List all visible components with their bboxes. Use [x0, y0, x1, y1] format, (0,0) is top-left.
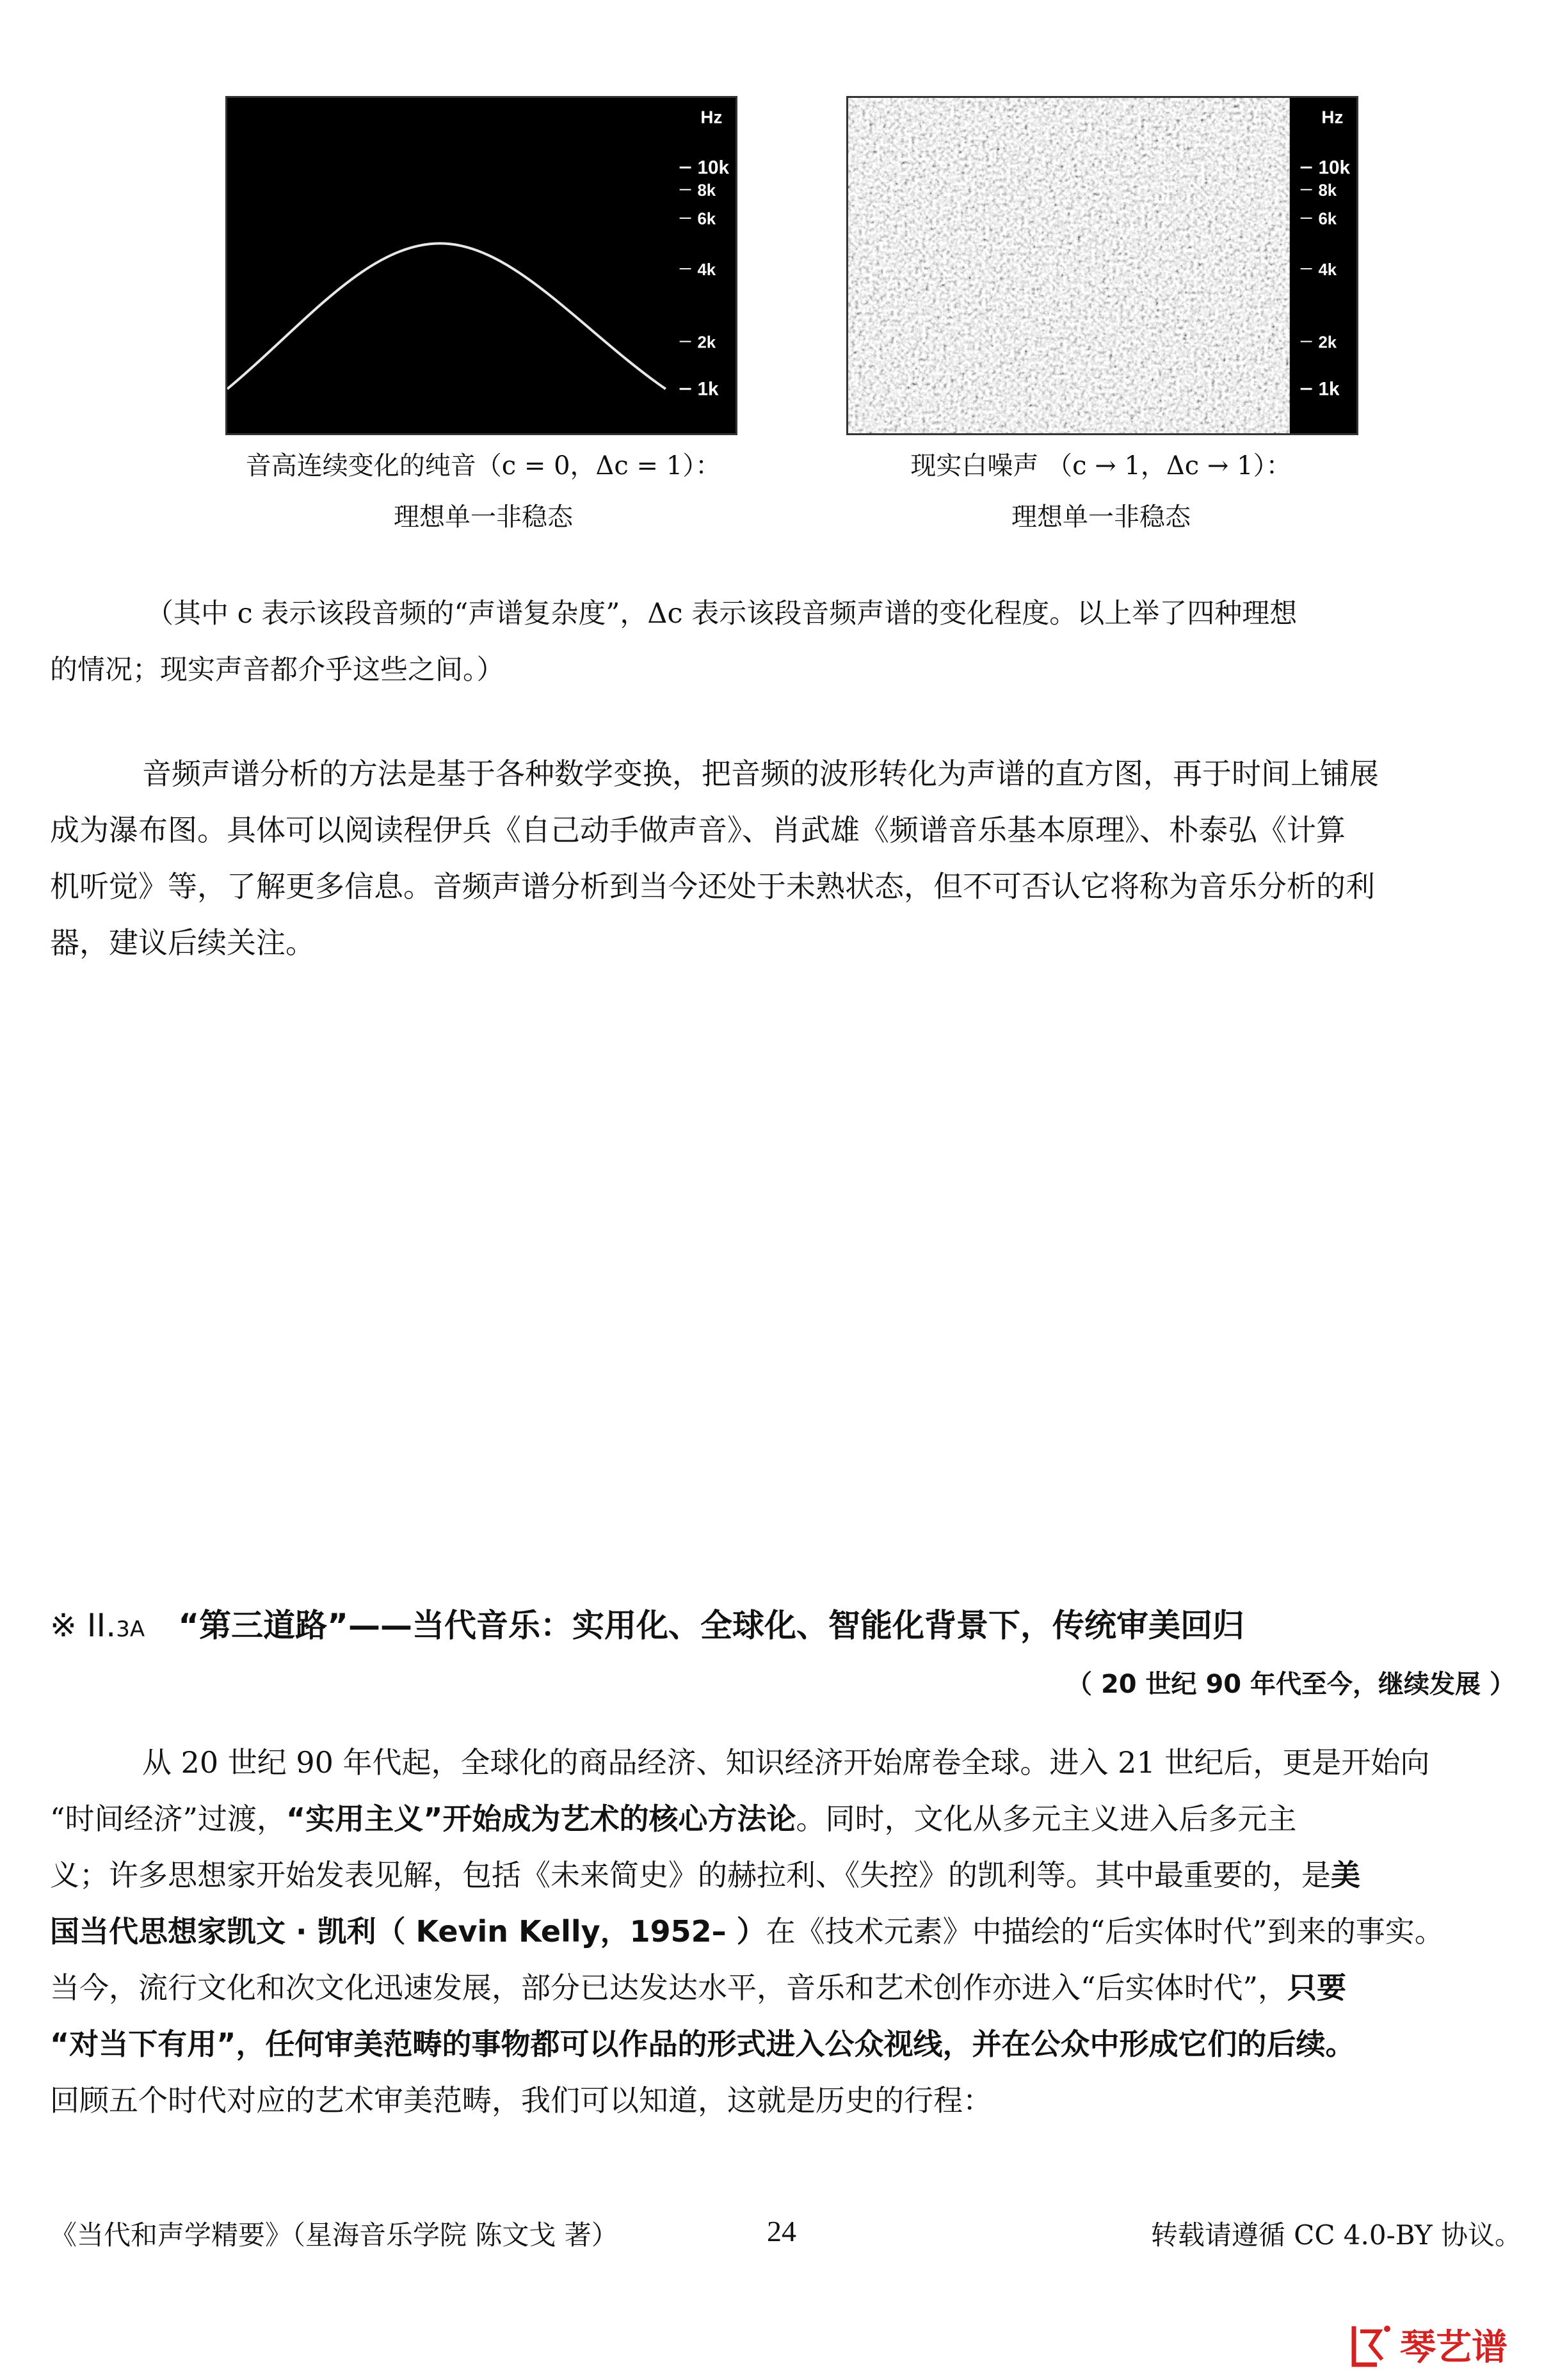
tick-label: 6k	[1318, 210, 1337, 228]
tick-label: 4k	[1318, 260, 1337, 279]
section-heading	[50, 1600, 1244, 1646]
section-subtitle: （ 20 世纪 90 年代至今，继续发展 ）	[1066, 1670, 1515, 1699]
body-paragraph-2: 从 20 世纪 90 年代起，全球化的商品经济、知识经济开始席卷全球。进入 21 世纪后，更是开始向 “时间经济”过渡，“实用主义”开始成为艺术的核心方法论。同时，文化从多元主义进入后多元主 义；许多思想家开始发表见解，包括《未来简史》的赫拉利、《失控》的凯利等。其中最重要的，是美 国当代思想家凯文 · 凯利（ Kevin Kelly，1952– ）在《技术元素》中描绘的“后实体时代”到来的事实。 当今，流行文化和次文化迅速发展，部分已达发达水平，音乐和艺术创作亦进入“后实体时代”，只要 “对当下有用”，任何审美范畴的事物都可以作品的形式进入公众视线，并在公众中形成它们的后续。 回顾五个时代对应的艺术审美范畴，我们可以知道，这就是历史的行程：	[50, 1734, 1522, 2128]
body-paragraph-1: 音频声谱分析的方法是基于各种数学变换，把音频的波形转化为声谱的直方图，再于时间上铺展 成为瀑布图。具体可以阅读程伊兵《自己动手做声音》、肖武雄《频谱音乐基本原理》、朴泰弘《计算 机听觉》等，了解更多信息。音频声谱分析到当今还处于未熟状态，但不可否认它将称为音乐分析的利 器，建议后续关注。	[50, 756, 1379, 960]
tick-label: 4k	[697, 260, 716, 279]
svg-text:琴艺谱: 琴艺谱	[1400, 2327, 1508, 2368]
emphasis-text: “实用主义”开始成为艺术的核心方法论	[286, 1801, 796, 1836]
tick-label: 2k	[1318, 333, 1337, 352]
emphasis-text: 只要	[1287, 1970, 1347, 2005]
axis-unit: Hz	[1321, 107, 1344, 127]
footer-book-title: 《当代和声学精要》（星海音乐学院 陈文戈 著）	[50, 2219, 618, 2251]
tick-label: 1k	[697, 378, 719, 400]
noise-texture	[848, 98, 1290, 433]
tick-label: 1k	[1318, 378, 1340, 400]
tick-label: 8k	[697, 182, 716, 200]
tick-label: 2k	[697, 333, 716, 352]
tick-label: 6k	[697, 210, 716, 228]
note-paragraph: （其中 c 表示该段音频的“声谱复杂度”，Δc 表示该段音频声谱的变化程度。以上举了四种理想 的情况；现实声音都介乎这些之间。）	[50, 598, 1298, 686]
page-number: 24	[767, 2215, 796, 2248]
site-logo	[1349, 2320, 1541, 2371]
emphasis-text: 国当代思想家凯文 · 凯利（ Kevin Kelly，1952– ）	[50, 1914, 766, 1949]
tick-label: 10k	[1318, 157, 1351, 179]
axis-unit: Hz	[700, 107, 723, 127]
footer-license: 转载请遵循 CC 4.0-BY 协议。	[1150, 2219, 1522, 2251]
tick-label: 8k	[1318, 182, 1337, 200]
emphasis-text: 美	[1331, 1858, 1360, 1892]
section-title: “第三道路”——当代音乐：实用化、全球化、智能化背景下，传统审美回归	[178, 1607, 1245, 1644]
piano-logo-icon	[1354, 2326, 1390, 2365]
section-number: ※ II.3A	[50, 1607, 145, 1644]
right-figure-caption: 现实白噪声 （c → 1，Δc → 1）： 理想单一非稳态	[910, 451, 1292, 532]
left-figure-caption: 音高连续变化的纯音（c = 0，Δc = 1）： 理想单一非稳态	[245, 451, 721, 532]
emphasis-text: “对当下有用”，任何审美范畴的事物都可以作品的形式进入公众视线，并在公众中形成它们的后续。	[50, 2027, 1355, 2061]
tick-label: 10k	[697, 157, 730, 179]
pure-tone-spectrogram	[225, 96, 737, 435]
white-noise-spectrogram	[846, 96, 1358, 435]
